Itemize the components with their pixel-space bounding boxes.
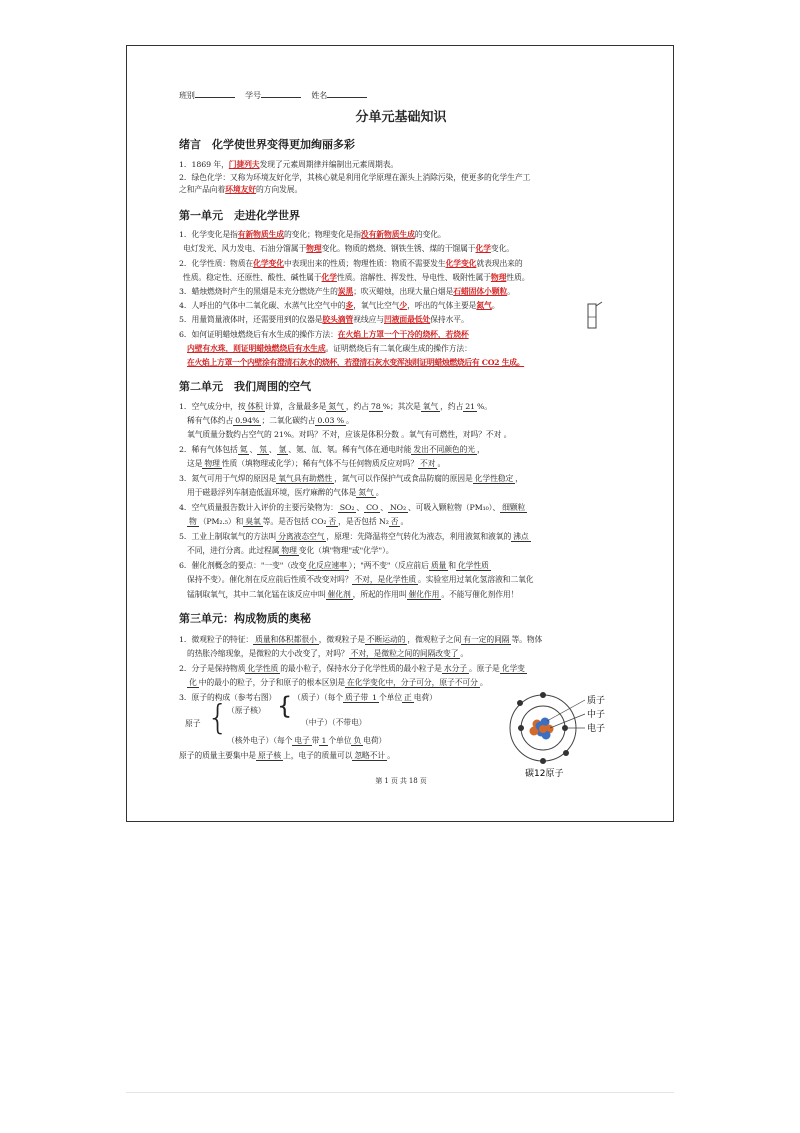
unit1-item-1: 1．化学变化是指有新物质生成的变化；物理变化是指没有新物质生成的变化。 [179, 230, 446, 239]
unit2-item-6-cont: 保持不变）。催化剂在反应前后性质不改变对吗？ 不对，是化学性质 。实验室用过氧化氢溶液和二氧化 [187, 575, 534, 584]
divider [126, 1092, 674, 1093]
student-info-line: 班别 学号 姓名 [179, 89, 367, 101]
unit1-item-6: 6．如何证明蜡烛燃烧后有水生成的操作方法：在火焰上方罩一个干冷的烧杯，若烧杯 [179, 330, 469, 339]
unit2-item-1-cont: 稀有气体约占 0.94% ；二氧化碳约占 0.03 % 。 [187, 416, 354, 425]
unit1-item-6-answer: 在火焰上方罩一个内壁涂有澄清石灰水的烧杯，若澄清石灰水变浑浊则证明蜡烛燃烧后有 CO2 生成。 [187, 358, 525, 367]
unit3-item-1: 1．微观粒子的特征： 质量和体积都很小 ，微观粒子是 不断运动的 ，微观粒子之间 有一定的间隔 等。物体 [179, 635, 543, 644]
unit2-item-1: 1．空气成分中，按 体积 计算，含量最多是 氮气 ，约占 78 %；其次是 氧气 ，约占 21 %。 [179, 402, 493, 411]
unit1-item-1-cont: 电灯发光、风力发电、石油分馏属于物理变化。物质的燃烧、钢铁生锈、煤的干馏属于化学变化。 [183, 244, 514, 253]
electron-dot [518, 725, 524, 731]
unit2-item-6: 6．催化剂概念的要点："一变"（改变 化反应速率 ）；"两不变"（反应前后 质量 和 化学性质 [179, 561, 489, 570]
unit2-item-5: 5．工业上制取氧气的方法叫 分离液态空气 ，原理：先降温将空气转化为液态，利用液氮和液氧的 沸点 [179, 532, 529, 541]
intro-item-2: 2．绿色化学：又称为环境友好化学，其核心就是利用化学原理在源头上消除污染，使更多的化学生产工 [179, 173, 531, 182]
intro-item-1: 1．1869 年，门捷列夫发现了元素周期律并编制出元素周期表。 [179, 160, 399, 169]
diagram-label-neutron: 中子 [587, 710, 606, 720]
unit3-item-2-cont: 化 中的最小的粒子，分子和原子的根本区别是 在化学变化中，分子可分，原子不可分 。 [189, 678, 488, 687]
electron-dot [563, 750, 569, 756]
electron-dot [540, 758, 546, 764]
section-heading-unit2: 第二单元 我们周围的空气 [179, 380, 311, 393]
unit3-item-1-cont: 的热胀冷缩现象，是微粒的大小改变了，对吗？ 不对，是微粒之间的间隔改变了 。 [187, 649, 469, 658]
unit2-item-3-cont: 用于磁悬浮列车制造低温环境，医疗麻醉的气体是 氮气 。 [187, 488, 384, 497]
nucleus-brace: { [277, 692, 293, 720]
intro-item-2-cont: 之和产品向着环境友好的方向发展。 [179, 185, 303, 194]
unit2-item-3: 3．氮气可用于气焊的原因是 氧气具有助燃性 ，氮气可以作保护气或食品防腐的原因是 化学性稳定 ， [179, 474, 523, 483]
diagram-label-proton: 质子 [587, 696, 606, 706]
unit2-item-1-note: 氧气质量分数约占空气的 21%。对吗？不对，应该是体积分数 。氧气有可燃性，对吗？不对 。 [187, 430, 512, 439]
electron-line: （核外电子）（每个 电子 带 1 个单位 负 电荷） [227, 736, 387, 745]
diagram-caption: 碳12原子 [525, 769, 564, 779]
unit1-item-2: 2．化学性质：物质在化学变化中表现出来的性质；物理性质：物质不需要发生化学变化就表现出来的 [179, 259, 523, 268]
unit2-item-5-cont: 不同，进行分离。此过程属 物理 变化（填"物理"或"化学"）。 [187, 546, 394, 555]
carbon-atom-diagram [503, 688, 633, 782]
proton-line: （质子）（每个 质子带 1 个单位 正 电荷） [293, 693, 437, 702]
nucleus-label: （原子核） [227, 706, 266, 715]
unit1-item-6-cont: 内壁有水珠，则证明蜡烛燃烧后有水生成。证明燃烧后有二氧化碳生成的操作方法： [187, 344, 472, 353]
worksheet-page [126, 45, 674, 822]
diagram-label-electron: 电子 [587, 724, 606, 734]
section-heading-unit3: 第三单元：构成物质的奥秘 [179, 612, 311, 625]
unit2-item-6-cont2: 锰制取氧气，其中二氧化锰在该反应中叫 催化剂 ，所起的作用叫 催化作用 。不能写催化剂作用！ [187, 590, 519, 599]
section-heading-intro: 绪言 化学使世界变得更加绚丽多彩 [179, 138, 355, 151]
unit3-item-3-title: 3．原子的构成（参考右图） [179, 693, 277, 702]
page-number: 第 1 页 共 18 页 [375, 777, 427, 785]
nucleus-icon [530, 718, 554, 740]
graduated-cylinder-icon [583, 301, 605, 331]
electron-dot [540, 692, 546, 698]
unit2-item-4: 4．空气质量报告数计入评价的主要污染物为： SO₂ 、 CO 、 NO₂ 、可吸入颗粒物（PM₁₀）、 细颗粒 [179, 503, 526, 512]
unit1-item-5: 5．用量筒量液体时，还需要用到的仪器是胶头滴管视线应与凹液面最低处保持水平。 [179, 315, 469, 324]
unit3-item-4: 原子的质量主要集中是 原子核 上，电子的质量可以 忽略不计 。 [179, 751, 395, 760]
page-title: 分单元基础知识 [355, 110, 447, 125]
unit2-item-4-cont: 物 （PM₂.₅）和 臭氧 等。是否包括 CO₂ 否 ，是否包括 N₂ 否 。 [189, 517, 409, 526]
neutron-line: （中子）（不带电） [301, 718, 367, 727]
unit1-item-3: 3．蜡烛燃烧时产生的黑烟是未充分燃烧产生的炭黑；吹灭蜡烛，出现大量白烟是石蜡固体小颗粒。 [179, 287, 515, 296]
atom-label: 原子 [185, 719, 201, 728]
electron-dot [517, 700, 523, 706]
unit2-item-2: 2．稀有气体包括 氦 、 氖 、 氩 、氪、氙、氡。稀有气体在通电时能 发出不同颜色的光 ， [179, 445, 485, 454]
atom-brace: { [207, 698, 229, 738]
unit2-item-2-cont: 这是 物理 性质（填物理或化学）；稀有气体不与任何物质反应对吗？ 不对 。 [187, 459, 446, 468]
unit1-item-2-cont: 性质。稳定性、还原性、酸性、碱性属于化学性质。溶解性、挥发性、导电性、吸附性属于物理性质。 [183, 273, 530, 282]
unit1-item-4: 4．人呼出的气体中二氧化碳、水蒸气比空气中的多，氧气比空气少，呼出的气体主要是氮气。 [179, 301, 500, 310]
section-heading-unit1: 第一单元 走进化学世界 [179, 209, 300, 222]
unit3-item-2: 2．分子是保持物质 化学性质 的最小粒子，保持水分子化学性质的最小粒子是 水分子 。原子是 化学变 [179, 664, 525, 673]
